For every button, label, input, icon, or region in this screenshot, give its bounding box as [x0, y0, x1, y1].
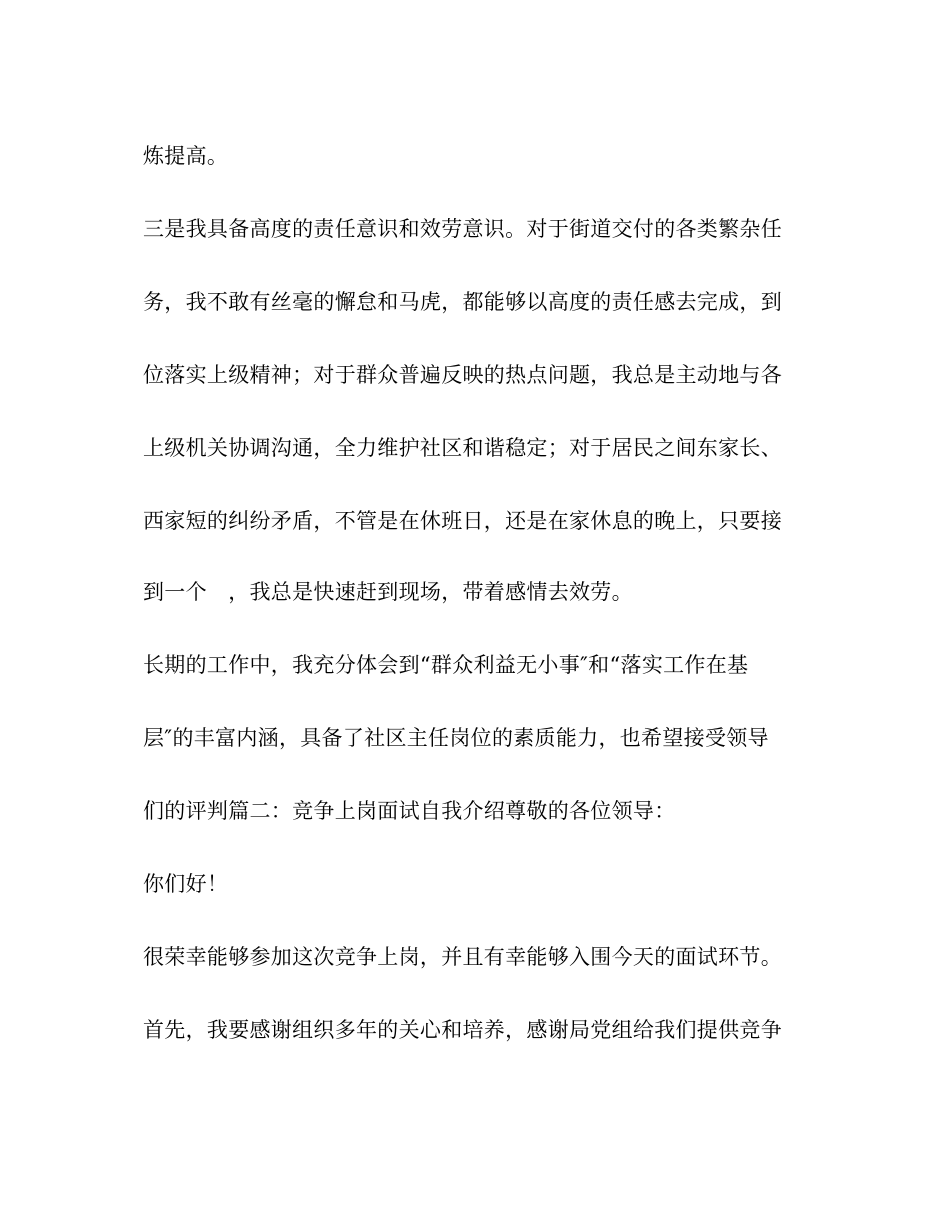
text-line: 们的评判篇二：竞争上岗面试自我介绍尊敬的各位领导： — [143, 799, 676, 823]
text-line: 三是我具备高度的责任意识和效劳意识。对于街道交付的各类繁杂任 — [143, 217, 782, 241]
text-line: 炼提高。 — [143, 144, 229, 168]
text-line: 你们好！ — [143, 872, 229, 896]
text-line: 层″的丰富内涵，具备了社区主任岗位的素质能力，也希望接受领导 — [143, 726, 769, 750]
text-line: 很荣幸能够参加这次竞争上岗，并且有幸能够入围今天的面试环节。 — [143, 945, 782, 969]
text-line: 西家短的纠纷矛盾，不管是在休班日，还是在家休息的晚上，只要接 — [143, 509, 782, 533]
text-line: 到一个 ，我总是快速赶到现场，带着感情去效劳。 — [143, 580, 633, 604]
text-line: 长期的工作中，我充分体会到“群众利益无小事″和“落实工作在基 — [143, 653, 749, 677]
text-line: 上级机关协调沟通，全力维护社区和谐稳定；对于居民之间东家长、 — [143, 436, 782, 460]
text-line: 位落实上级精神；对于群众普遍反映的热点问题，我总是主动地与各 — [143, 363, 782, 387]
text-line: 首先，我要感谢组织多年的关心和培养，感谢局党组给我们提供竞争 — [143, 1018, 782, 1042]
text-line: 务，我不敢有丝毫的懈怠和马虎，都能够以高度的责任感去完成，到 — [143, 290, 782, 314]
